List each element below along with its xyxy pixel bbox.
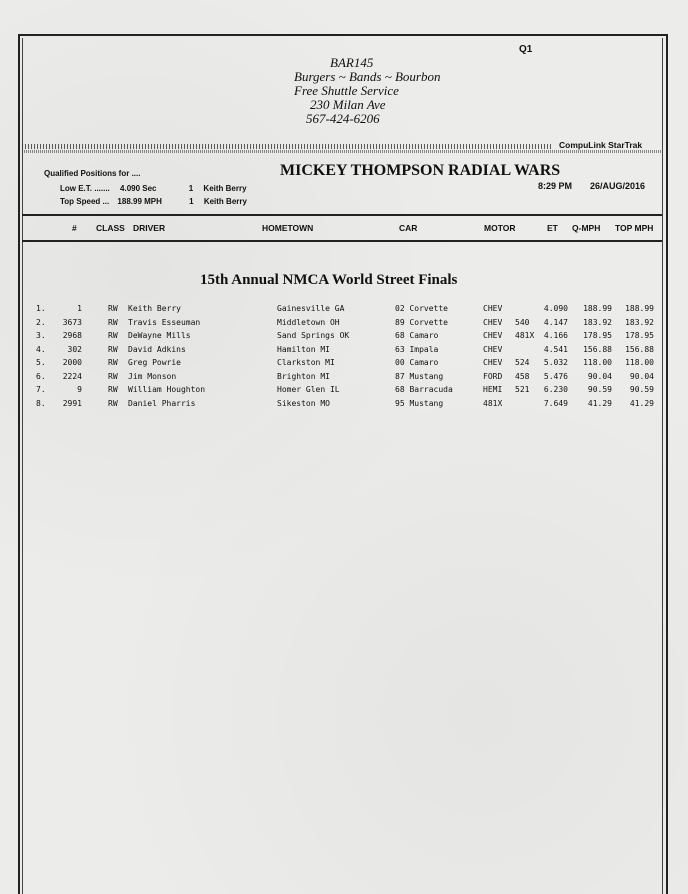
table-row bbox=[0, 385, 688, 399]
header-rule-top bbox=[22, 214, 662, 216]
row-motor-size: 524 bbox=[515, 358, 530, 367]
col-header-car: CAR bbox=[399, 223, 418, 233]
sponsor-name: BAR145 bbox=[330, 55, 374, 70]
row-topmph: 178.95 bbox=[625, 331, 654, 340]
row-car-number: 2224 bbox=[62, 371, 82, 381]
row-car-number: 2991 bbox=[62, 398, 82, 408]
row-hometown: Hamilton MI bbox=[277, 344, 330, 354]
row-hometown: Homer Glen IL bbox=[277, 385, 340, 394]
table-row bbox=[0, 399, 688, 413]
row-motor: CHEV bbox=[483, 344, 503, 354]
table-row bbox=[0, 304, 688, 318]
table-row bbox=[0, 331, 688, 345]
row-et: 5.032 bbox=[543, 358, 568, 367]
row-hometown: Gainesville GA bbox=[277, 304, 345, 313]
top-speed-value: 188.99 MPH bbox=[117, 197, 162, 206]
meet-title: 15th Annual NMCA World Street Finals bbox=[200, 272, 458, 288]
row-hometown: Brighton MI bbox=[277, 371, 330, 381]
frame-left-inner-border bbox=[22, 38, 23, 894]
sponsor-shuttle: Free Shuttle Service bbox=[294, 83, 399, 98]
row-qmph: 178.95 bbox=[583, 331, 612, 340]
low-et-line bbox=[60, 184, 247, 193]
row-car-number: 9 bbox=[77, 385, 82, 394]
row-qmph: 183.92 bbox=[583, 317, 612, 327]
event-date: 26/AUG/2016 bbox=[590, 181, 646, 191]
sponsor-address: 230 Milan Ave bbox=[310, 97, 386, 112]
row-driver: William Houghton bbox=[128, 385, 206, 394]
row-car: 00 Camaro bbox=[395, 358, 439, 367]
row-car-number: 2000 bbox=[62, 358, 82, 367]
low-et-value: 4.090 Sec bbox=[120, 184, 157, 193]
row-motor-size: 458 bbox=[515, 371, 530, 381]
row-car: 89 Corvette bbox=[395, 317, 448, 327]
row-position: 7. bbox=[36, 385, 46, 394]
row-driver: Travis Esseuman bbox=[128, 317, 201, 327]
row-class: RW bbox=[108, 317, 118, 327]
row-motor: FORD bbox=[483, 371, 503, 381]
event-time: 8:29 PM bbox=[538, 181, 573, 191]
row-position: 6. bbox=[36, 371, 46, 381]
row-class: RW bbox=[108, 331, 118, 340]
row-hometown: Clarkston MI bbox=[277, 358, 335, 367]
row-qmph: 90.04 bbox=[587, 371, 612, 381]
results-table bbox=[0, 304, 688, 412]
row-driver: Keith Berry bbox=[128, 304, 181, 313]
top-speed-label: Top Speed ... bbox=[60, 197, 110, 206]
row-position: 3. bbox=[36, 331, 46, 340]
sponsor-tagline: Burgers ~ Bands ~ Bourbon bbox=[294, 69, 441, 84]
row-position: 8. bbox=[36, 398, 46, 408]
frame-top-border bbox=[18, 34, 668, 36]
col-header-qmph: Q-MPH bbox=[572, 223, 601, 233]
row-position: 2. bbox=[36, 317, 46, 327]
dotted-divider-lower bbox=[22, 150, 662, 153]
row-motor: CHEV bbox=[483, 331, 503, 340]
row-et: 6.230 bbox=[543, 385, 568, 394]
row-qmph: 188.99 bbox=[583, 304, 612, 313]
row-qmph: 156.88 bbox=[583, 344, 612, 354]
row-driver: Daniel Pharris bbox=[128, 398, 196, 408]
table-row bbox=[0, 318, 688, 332]
row-class: RW bbox=[108, 344, 118, 354]
low-et-driver: Keith Berry bbox=[203, 184, 247, 193]
low-et-label: Low E.T. ....... bbox=[60, 184, 110, 193]
row-driver: DeWayne Mills bbox=[128, 331, 191, 340]
row-class: RW bbox=[108, 304, 118, 313]
row-topmph: 90.04 bbox=[629, 371, 654, 381]
sponsor-phone: 567-424-6206 bbox=[306, 111, 380, 126]
col-header-motor: MOTOR bbox=[484, 223, 516, 233]
row-car-number: 3673 bbox=[62, 317, 82, 327]
row-topmph: 41.29 bbox=[629, 398, 654, 408]
sponsor-block bbox=[270, 56, 470, 126]
row-motor: HEMI bbox=[483, 385, 503, 394]
top-speed-car-num: 1 bbox=[189, 197, 194, 206]
brand-label: CompuLink StarTrak bbox=[559, 140, 643, 150]
col-header-class: CLASS bbox=[96, 223, 125, 233]
top-speed-driver: Keith Berry bbox=[203, 197, 247, 206]
row-car: 95 Mustang bbox=[395, 398, 444, 408]
frame-right-inner-border bbox=[662, 38, 663, 894]
col-header-et: ET bbox=[547, 223, 558, 233]
event-title: MICKEY THOMPSON RADIAL WARS bbox=[280, 162, 561, 179]
row-car-number: 1 bbox=[77, 304, 82, 313]
row-qmph: 41.29 bbox=[587, 398, 612, 408]
row-motor-size: 481X bbox=[515, 331, 535, 340]
row-position: 5. bbox=[36, 358, 46, 367]
corner-mark: Q1 bbox=[519, 44, 533, 55]
row-position: 1. bbox=[36, 304, 46, 313]
table-row bbox=[0, 372, 688, 386]
col-header-num: # bbox=[72, 223, 77, 233]
row-et: 4.090 bbox=[543, 304, 568, 313]
top-speed-line bbox=[60, 197, 247, 206]
dotted-divider bbox=[22, 144, 552, 149]
row-car: 68 Barracuda bbox=[395, 385, 453, 394]
row-hometown: Sand Springs OK bbox=[277, 331, 350, 340]
col-header-topmph: TOP MPH bbox=[615, 223, 654, 233]
qualified-title: Qualified Positions for .... bbox=[44, 169, 141, 178]
row-motor-size: 540 bbox=[515, 317, 530, 327]
col-header-hometown: HOMETOWN bbox=[262, 223, 314, 233]
row-car: 68 Camaro bbox=[395, 331, 439, 340]
row-car: 87 Mustang bbox=[395, 371, 444, 381]
row-car: 63 Impala bbox=[395, 344, 439, 354]
row-topmph: 156.88 bbox=[625, 344, 654, 354]
row-car-number: 302 bbox=[67, 344, 82, 354]
row-motor: CHEV bbox=[483, 317, 503, 327]
table-row bbox=[0, 345, 688, 359]
row-class: RW bbox=[108, 371, 118, 381]
row-class: RW bbox=[108, 398, 118, 408]
row-et: 4.541 bbox=[543, 344, 568, 354]
row-car: 02 Corvette bbox=[395, 304, 448, 313]
row-topmph: 118.00 bbox=[625, 358, 654, 367]
row-motor: CHEV bbox=[483, 304, 503, 313]
frame-right-border bbox=[666, 34, 668, 894]
row-motor: CHEV bbox=[483, 358, 503, 367]
row-qmph: 118.00 bbox=[583, 358, 612, 367]
table-row bbox=[0, 358, 688, 372]
row-driver: Greg Powrie bbox=[128, 358, 181, 367]
row-qmph: 90.59 bbox=[587, 385, 612, 394]
row-car-number: 2968 bbox=[62, 331, 82, 340]
row-driver: Jim Monson bbox=[128, 371, 177, 381]
row-topmph: 188.99 bbox=[625, 304, 654, 313]
row-hometown: Sikeston MO bbox=[277, 398, 330, 408]
row-class: RW bbox=[108, 385, 118, 394]
row-hometown: Middletown OH bbox=[277, 317, 340, 327]
row-et: 7.649 bbox=[543, 398, 568, 408]
row-class: RW bbox=[108, 358, 118, 367]
frame-left-border bbox=[18, 34, 20, 894]
low-et-car-num: 1 bbox=[188, 184, 194, 193]
row-motor-size: 521 bbox=[515, 385, 530, 394]
row-topmph: 90.59 bbox=[629, 385, 654, 394]
row-et: 5.476 bbox=[543, 371, 568, 381]
row-motor: 481X bbox=[483, 398, 503, 408]
col-header-driver: DRIVER bbox=[133, 223, 166, 233]
row-topmph: 183.92 bbox=[625, 317, 654, 327]
header-rule-bottom bbox=[22, 240, 662, 242]
row-et: 4.147 bbox=[543, 317, 568, 327]
row-driver: David Adkins bbox=[128, 344, 186, 354]
row-position: 4. bbox=[36, 344, 46, 354]
row-et: 4.166 bbox=[543, 331, 568, 340]
